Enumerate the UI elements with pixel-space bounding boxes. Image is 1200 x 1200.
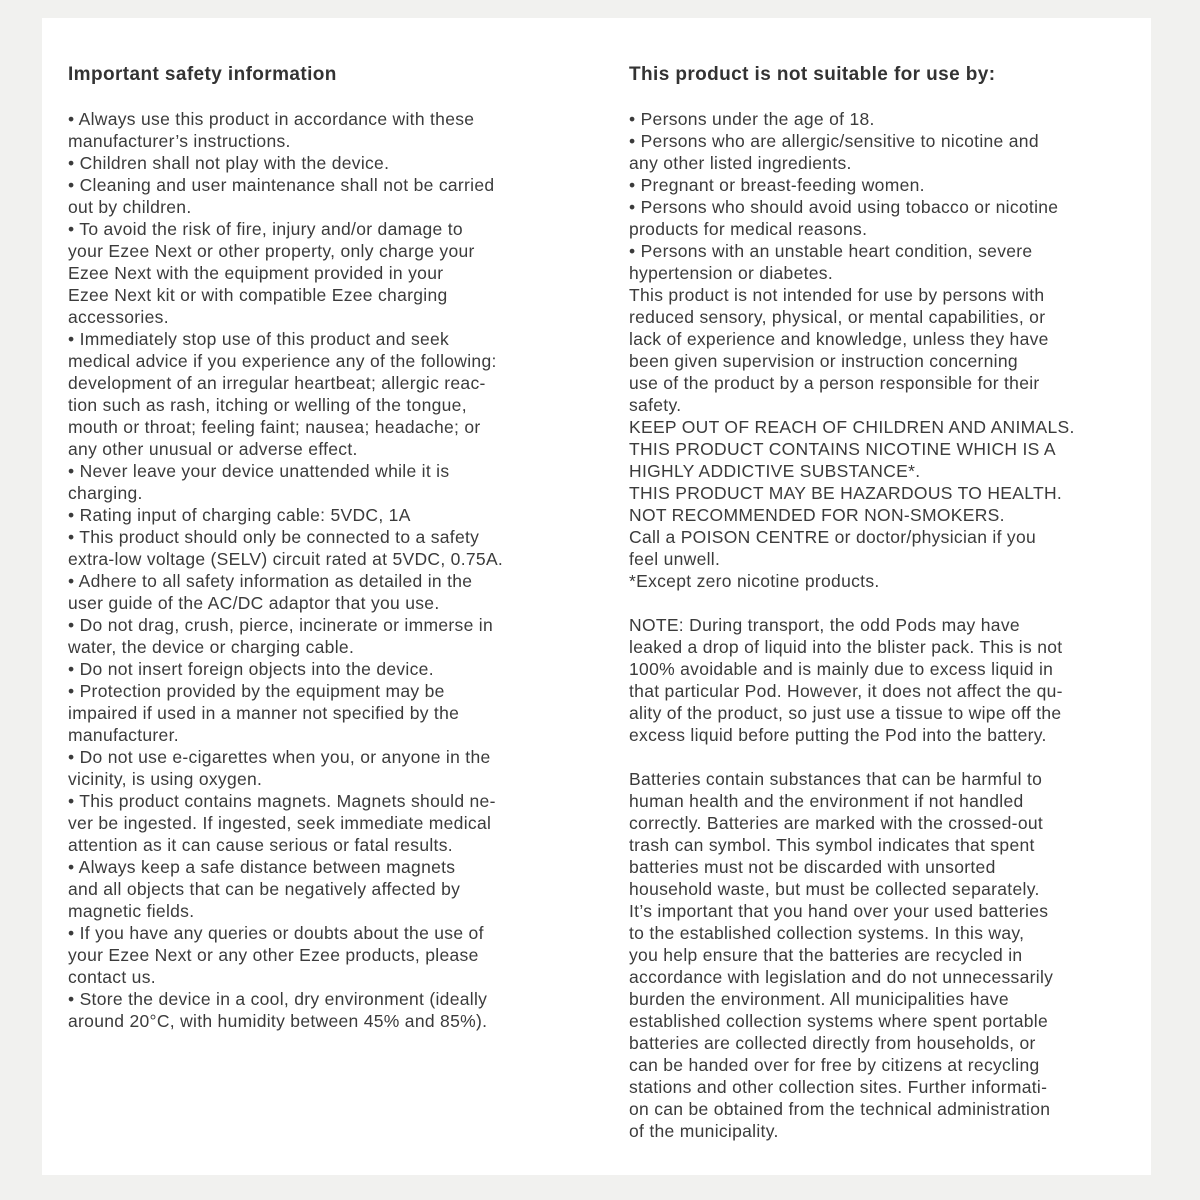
text-line: • Always use this product in accordance with these: [68, 109, 475, 129]
text-line: manufacturer.: [68, 725, 179, 745]
text-line: • Store the device in a cool, dry environment (ideally: [68, 989, 488, 1009]
text-line: • Always keep a safe distance between magnets: [68, 857, 456, 877]
text-line: • Never leave your device unattended while it is: [68, 461, 450, 481]
column-important-safety: [68, 62, 613, 1032]
text-line: been given supervision or instruction concerning: [629, 351, 1018, 371]
text-line: batteries must not be discarded with unsorted: [629, 857, 996, 877]
safety-bullet-list: [68, 108, 613, 1032]
text-line: batteries are collected directly from households, or: [629, 1033, 1036, 1053]
text-line: leaked a drop of liquid into the blister pack. This is not: [629, 637, 1063, 657]
text-line: safety.: [629, 395, 682, 415]
document-card: [42, 18, 1151, 1175]
text-line: NOTE: During transport, the odd Pods may have: [629, 615, 1020, 635]
text-line: that particular Pod. However, it does not affect the qu-: [629, 681, 1063, 701]
text-line: Ezee Next with the equipment provided in your: [68, 263, 444, 283]
text-line: contact us.: [68, 967, 156, 987]
text-line: • Protection provided by the equipment may be: [68, 681, 445, 701]
text-line: KEEP OUT OF REACH OF CHILDREN AND ANIMALS.: [629, 417, 1075, 437]
text-line: Call a POISON CENTRE or doctor/physician if you: [629, 527, 1037, 547]
text-line: THIS PRODUCT CONTAINS NICOTINE WHICH IS A: [629, 439, 1056, 459]
text-line: • Pregnant or breast-feeding women.: [629, 175, 925, 195]
text-line: household waste, but must be collected separately.: [629, 879, 1040, 899]
text-line: burden the environment. All municipalities have: [629, 989, 1009, 1009]
text-line: tion such as rash, itching or welling of the tongue,: [68, 395, 467, 415]
text-line: charging.: [68, 483, 143, 503]
text-line: water, the device or charging cable.: [68, 637, 355, 657]
text-line: to the established collection systems. In this way,: [629, 923, 1025, 943]
text-line: Batteries contain substances that can be harmful to: [629, 769, 1043, 789]
text-line: • Persons who are allergic/sensitive to nicotine and: [629, 131, 1039, 151]
text-line: around 20°C, with humidity between 45% and 85%).: [68, 1011, 488, 1031]
text-line: • To avoid the risk of fire, injury and/or damage to: [68, 219, 463, 239]
text-line: This product is not intended for use by persons with: [629, 285, 1045, 305]
text-line: excess liquid before putting the Pod into the battery.: [629, 725, 1047, 745]
text-line: development of an irregular heartbeat; allergic reac-: [68, 373, 486, 393]
text-line: It’s important that you hand over your used batteries: [629, 901, 1049, 921]
text-line: HIGHLY ADDICTIVE SUBSTANCE*.: [629, 461, 921, 481]
transport-note-paragraph: [629, 614, 1139, 746]
text-line: NOT RECOMMENDED FOR NON-SMOKERS.: [629, 505, 1005, 525]
text-line: • Adhere to all safety information as detailed in the: [68, 571, 473, 591]
text-line: • Cleaning and user maintenance shall not be carried: [68, 175, 495, 195]
text-line: trash can symbol. This symbol indicates that spent: [629, 835, 1035, 855]
text-line: impaired if used in a manner not specified by the: [68, 703, 460, 723]
text-line: • Do not use e-cigarettes when you, or anyone in the: [68, 747, 491, 767]
text-line: • This product contains magnets. Magnets should ne-: [68, 791, 496, 811]
text-line: • Do not insert foreign objects into the device.: [68, 659, 434, 679]
text-line: • This product should only be connected to a safety: [68, 527, 480, 547]
text-line: your Ezee Next or other property, only charge your: [68, 241, 475, 261]
text-line: ver be ingested. If ingested, seek immediate medical: [68, 813, 492, 833]
text-line: • Children shall not play with the device.: [68, 153, 390, 173]
text-line: human health and the environment if not handled: [629, 791, 1024, 811]
text-line: • Do not drag, crush, pierce, incinerate or immerse in: [68, 615, 493, 635]
text-line: mouth or throat; feeling faint; nausea; headache; or: [68, 417, 481, 437]
text-line: *Except zero nicotine products.: [629, 571, 880, 591]
text-line: medical advice if you experience any of the following:: [68, 351, 497, 371]
text-line: stations and other collection sites. Further informati-: [629, 1077, 1048, 1097]
text-line: accordance with legislation and do not unnecessarily: [629, 967, 1054, 987]
text-line: accessories.: [68, 307, 169, 327]
text-line: • Persons under the age of 18.: [629, 109, 875, 129]
text-line: magnetic fields.: [68, 901, 195, 921]
text-line: Ezee Next kit or with compatible Ezee charging: [68, 285, 448, 305]
text-line: your Ezee Next or any other Ezee products, please: [68, 945, 479, 965]
text-line: products for medical reasons.: [629, 219, 868, 239]
text-line: attention as it can cause serious or fatal results.: [68, 835, 453, 855]
text-line: on can be obtained from the technical administration: [629, 1099, 1051, 1119]
text-line: THIS PRODUCT MAY BE HAZARDOUS TO HEALTH.: [629, 483, 1063, 503]
text-line: user guide of the AC/DC adaptor that you use.: [68, 593, 440, 613]
text-line: any other listed ingredients.: [629, 153, 852, 173]
column-not-suitable: [629, 62, 1139, 1142]
text-line: correctly. Batteries are marked with the crossed-out: [629, 813, 1044, 833]
text-line: ality of the product, so just use a tissue to wipe off the: [629, 703, 1062, 723]
section-title-important-safety: Important safety information: [68, 64, 337, 85]
text-line: manufacturer’s instructions.: [68, 131, 291, 151]
not-suitable-list: [629, 108, 1139, 592]
text-line: reduced sensory, physical, or mental capabilities, or: [629, 307, 1046, 327]
text-line: established collection systems where spent portable: [629, 1011, 1048, 1031]
text-line: • Immediately stop use of this product and seek: [68, 329, 450, 349]
text-line: of the municipality.: [629, 1121, 779, 1141]
text-line: out by children.: [68, 197, 192, 217]
text-line: • Persons who should avoid using tobacco or nicotine: [629, 197, 1059, 217]
text-line: lack of experience and knowledge, unless they have: [629, 329, 1049, 349]
text-line: • Rating input of charging cable: 5VDC, 1A: [68, 505, 411, 525]
text-line: feel unwell.: [629, 549, 721, 569]
text-line: hypertension or diabetes.: [629, 263, 834, 283]
text-line: • If you have any queries or doubts about the use of: [68, 923, 484, 943]
text-line: any other unusual or adverse effect.: [68, 439, 358, 459]
text-line: use of the product by a person responsible for their: [629, 373, 1040, 393]
text-line: • Persons with an unstable heart condition, severe: [629, 241, 1033, 261]
text-line: 100% avoidable and is mainly due to excess liquid in: [629, 659, 1054, 679]
text-line: vicinity, is using oxygen.: [68, 769, 263, 789]
text-line: you help ensure that the batteries are recycled in: [629, 945, 1023, 965]
text-line: extra-low voltage (SELV) circuit rated at 5VDC, 0.75A.: [68, 549, 504, 569]
text-line: and all objects that can be negatively affected by: [68, 879, 461, 899]
text-line: can be handed over for free by citizens at recycling: [629, 1055, 1040, 1075]
battery-disposal-paragraph: [629, 768, 1139, 1142]
section-title-not-suitable: This product is not suitable for use by:: [629, 64, 996, 85]
